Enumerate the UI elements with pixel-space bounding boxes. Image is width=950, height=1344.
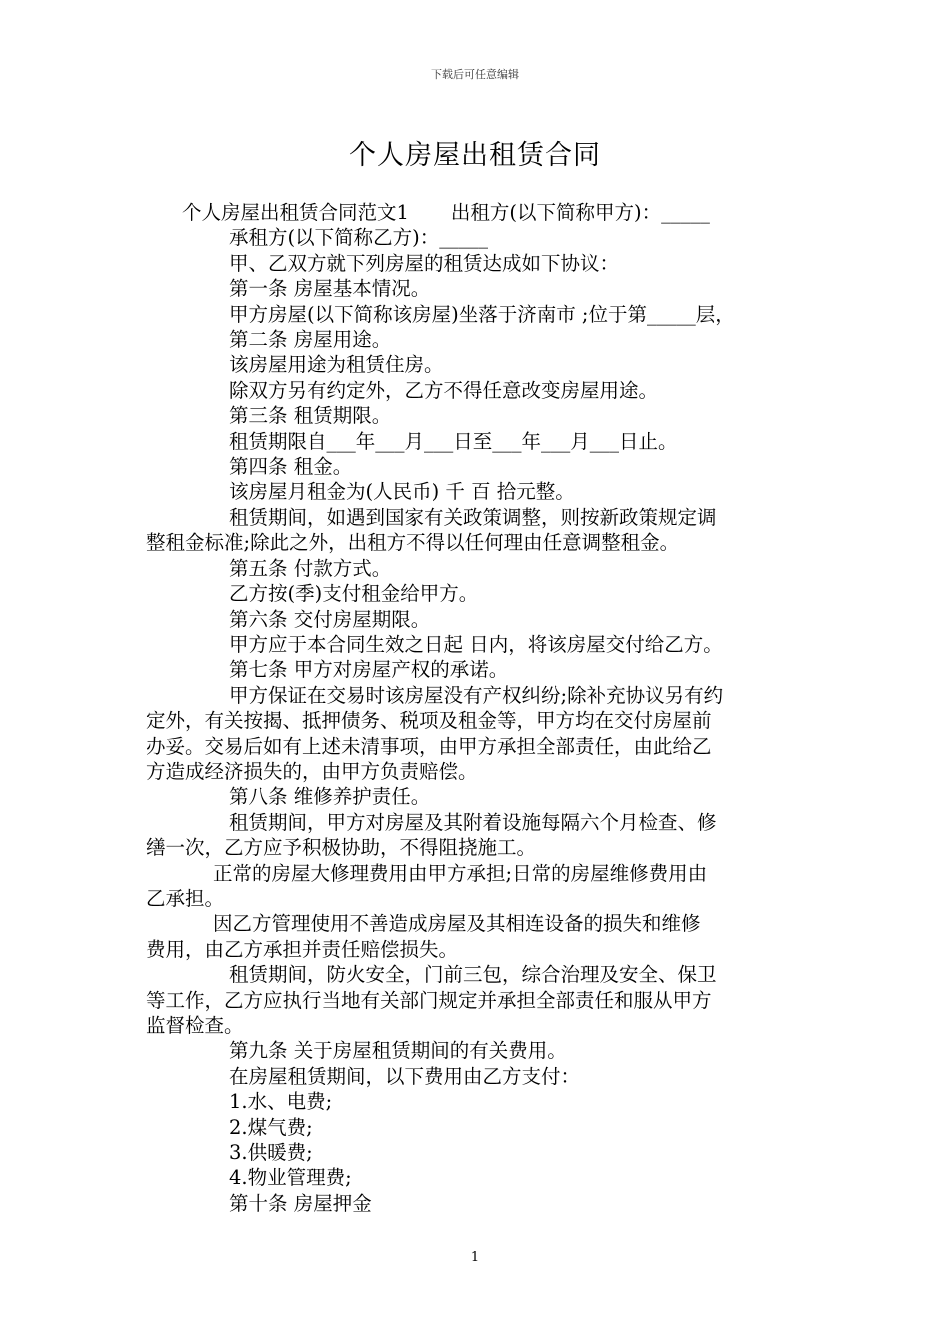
paragraph-line: 乙承担。	[146, 886, 225, 910]
paragraph-line: 租赁期间，甲方对房屋及其附着设施每隔六个月检查、修	[229, 810, 717, 834]
paragraph-line: 办妥。交易后如有上述未清事项，由甲方承担全部责任，由此给乙	[146, 734, 712, 758]
paragraph-line: 甲方保证在交易时该房屋没有产权纠纷;除补充协议另有约	[229, 683, 724, 707]
paragraph-line: 第七条 甲方对房屋产权的承诺。	[229, 658, 509, 682]
paragraph-line: 方造成经济损失的，由甲方负责赔偿。	[146, 759, 478, 783]
paragraph-line: 第十条 房屋押金	[229, 1191, 372, 1215]
paragraph-line: 费用，由乙方承担并责任赔偿损失。	[146, 937, 459, 961]
page-header: 下载后可任意编辑	[431, 68, 519, 81]
paragraph-line: 租赁期间，如遇到国家有关政策调整，则按新政策规定调	[229, 505, 717, 529]
first-paragraph-line	[146, 200, 796, 225]
paragraph-line: 第一条 房屋基本情况。	[229, 277, 431, 301]
paragraph-line: 租赁期间，防火安全，门前三包，综合治理及安全、保卫	[229, 963, 717, 987]
paragraph-line: 因乙方管理使用不善造成房屋及其相连设备的损失和维修	[213, 912, 701, 936]
paragraph-line: 第五条 付款方式。	[229, 556, 392, 580]
paragraph-line: 第六条 交付房屋期限。	[229, 607, 431, 631]
paragraph-line: 除双方另有约定外，乙方不得任意改变房屋用途。	[229, 378, 659, 402]
paragraph-line: 1.水、电费;	[229, 1090, 333, 1114]
paragraph-line: 该房屋月租金为(人民币) 千 百 拾元整。	[229, 480, 575, 504]
paragraph-line: 第四条 租金。	[229, 455, 353, 479]
paragraph-line: 第八条 维修养护责任。	[229, 785, 431, 809]
paragraph-line: 3.供暖费;	[229, 1141, 313, 1165]
paragraph-line: 定外，有关按揭、抵押债务、税项及租金等，甲方均在交付房屋前	[146, 709, 712, 733]
document-body	[146, 200, 796, 1216]
lessor-line: 出租方(以下简称甲方)：_____	[450, 201, 710, 224]
paragraph-line: 第九条 关于房屋租赁期间的有关费用。	[229, 1039, 567, 1063]
paragraph-line: 2.煤气费;	[229, 1115, 313, 1139]
paragraph-line: 甲方房屋(以下简称该房屋)坐落于济南市 ;位于第_____层，	[229, 302, 735, 326]
document-title: 个人房屋出租赁合同	[349, 140, 601, 171]
paragraph-line: 整租金标准;除此之外，出租方不得以任何理由任意调整租金。	[146, 531, 680, 555]
paragraph-line: 4.物业管理费;	[229, 1166, 352, 1190]
paragraph-line: 甲方应于本合同生效之日起 日内，将该房屋交付给乙方。	[229, 632, 723, 656]
paragraph-line: 等工作，乙方应执行当地有关部门规定并承担全部责任和服从甲方	[146, 988, 712, 1012]
paragraph-line: 在房屋租赁期间，以下费用由乙方支付：	[229, 1064, 581, 1088]
paragraph-line: 甲、乙双方就下列房屋的租赁达成如下协议：	[229, 251, 620, 275]
page-number: 1	[470, 1250, 480, 1265]
paragraph-line: 缮一次，乙方应予积极协助，不得阻挠施工。	[146, 836, 537, 860]
paragraph-line: 租赁期限自___年___月___日至___年___月___日止。	[229, 429, 678, 453]
template-name: 个人房屋出租赁合同范文1	[182, 201, 409, 224]
paragraph-line: 第二条 房屋用途。	[229, 328, 392, 352]
paragraph-line: 第三条 租赁期限。	[229, 404, 392, 428]
paragraph-line: 正常的房屋大修理费用由甲方承担;日常的房屋维修费用由	[213, 861, 708, 885]
paragraph-line: 乙方按(季)支付租金给甲方。	[229, 582, 479, 606]
paragraph-line: 该房屋用途为租赁住房。	[229, 353, 444, 377]
paragraph-line: 承租方(以下简称乙方)：_____	[229, 226, 488, 250]
paragraph-line: 监督检查。	[146, 1014, 244, 1037]
